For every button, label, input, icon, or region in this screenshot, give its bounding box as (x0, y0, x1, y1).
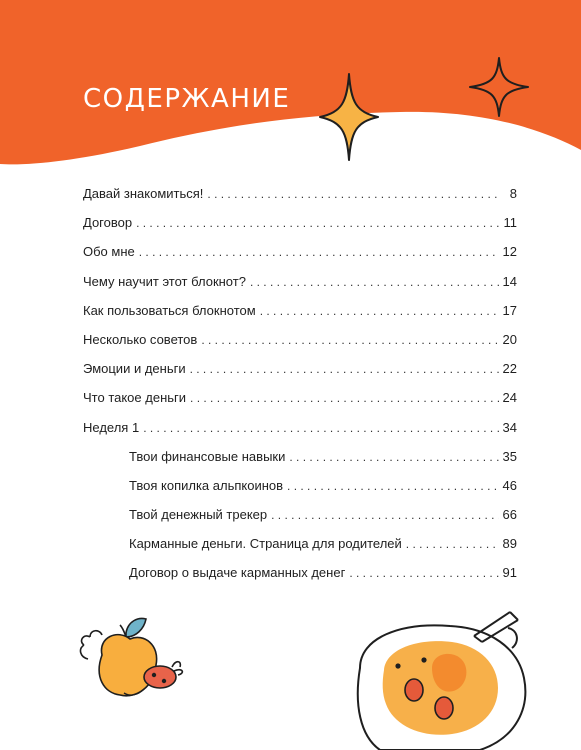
toc-entry-page: 66 (502, 507, 517, 523)
toc-entry[interactable] (83, 274, 517, 303)
sparkle-star-icon (468, 56, 530, 118)
dot-leader (406, 537, 499, 551)
toc-entry-page: 11 (503, 215, 517, 231)
toc-entry-title: Договор о выдаче карманных денег (129, 565, 346, 581)
toc-entry-title: Твоя копилка альпкоинов (129, 477, 284, 493)
toc-entry-title: Карманные деньги. Страница для родителей (129, 536, 402, 552)
toc-entry-title: Твой денежный трекер (129, 507, 268, 523)
sparkle-star-icon (318, 72, 380, 162)
toc-subentry[interactable] (83, 507, 517, 536)
toc-entry-title: Несколько советов (83, 331, 198, 347)
toc-entry-title: Неделя 1 (83, 419, 140, 435)
dot-leader (201, 333, 498, 347)
dot-leader (287, 479, 498, 493)
dot-leader (207, 187, 499, 201)
toc-entry-page: 91 (502, 565, 517, 581)
toc-entry[interactable] (83, 390, 517, 419)
toc-entry-title: Чему научит этот блокнот? (83, 273, 246, 289)
toc-entry[interactable] (83, 244, 517, 273)
toc-entry-page: 12 (502, 244, 517, 260)
dot-leader (190, 391, 499, 405)
dot-leader (136, 216, 499, 230)
toc-entry-page: 24 (502, 390, 517, 406)
toc-entry-page: 35 (502, 448, 517, 464)
toc-subentry[interactable] (83, 536, 517, 565)
piggy-bank-illustration (340, 608, 540, 750)
toc-subentry[interactable] (83, 565, 517, 594)
toc-subentry[interactable] (83, 449, 517, 478)
toc-entry-page: 34 (502, 419, 517, 435)
toc-entry-page: 8 (509, 186, 517, 201)
dot-leader (349, 566, 498, 580)
dot-leader (143, 421, 498, 435)
peach-illustration (74, 615, 194, 705)
toc-entry-page: 46 (502, 477, 517, 493)
dot-leader (250, 275, 499, 289)
dot-leader (190, 362, 499, 376)
toc-entry-title: Обо мне (83, 244, 135, 260)
toc-entry[interactable] (83, 332, 517, 361)
toc-entry[interactable] (83, 361, 517, 390)
toc-entry-title: Эмоции и деньги (83, 361, 186, 377)
dot-leader (260, 304, 499, 318)
toc-entry-page: 20 (502, 331, 517, 347)
table-of-contents (83, 186, 517, 595)
dot-leader (289, 450, 498, 464)
toc-entry-page: 22 (502, 361, 517, 377)
toc-subentry[interactable] (83, 478, 517, 507)
toc-entry-title: Как пользоваться блокнотом (83, 302, 256, 318)
toc-entry-page: 89 (502, 536, 517, 552)
toc-entry-title: Твои финансовые навыки (129, 448, 286, 464)
toc-entry-page: 14 (502, 273, 517, 289)
dot-leader (271, 508, 498, 522)
toc-entry-title: Что такое деньги (83, 390, 187, 406)
toc-entry-title: Договор (83, 215, 133, 231)
toc-entry[interactable] (83, 420, 517, 449)
dot-leader (139, 245, 499, 259)
toc-entry-title: Давай знакомиться! (83, 186, 204, 201)
page-title: СОДЕРЖАНИЕ (83, 84, 291, 114)
toc-entry[interactable] (83, 215, 517, 244)
toc-entry[interactable] (83, 303, 517, 332)
toc-entry-page: 17 (502, 302, 517, 318)
toc-entry[interactable] (83, 186, 517, 215)
